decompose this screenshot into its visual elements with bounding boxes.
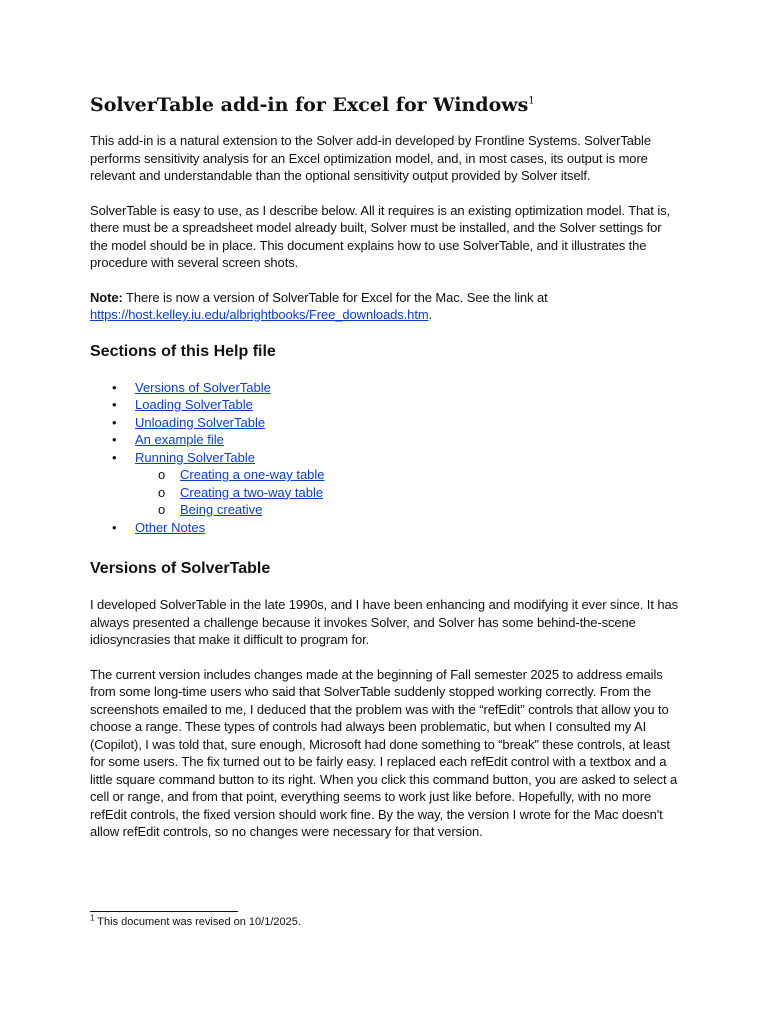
toc-item — [90, 396, 682, 414]
mac-note-paragraph — [90, 289, 682, 324]
toc-item — [90, 379, 682, 397]
toc-link-example[interactable]: An example file — [135, 432, 224, 447]
note-text: There is now a version of SolverTable for Excel for the Mac. See the link at — [122, 289, 548, 305]
sub-bullet: o — [158, 484, 166, 500]
free-downloads-link[interactable]: https://host.kelley.iu.edu/albrightbooks/Free_downloads.htm — [90, 307, 429, 322]
footnote-separator — [90, 911, 238, 912]
document-body — [90, 92, 682, 858]
toc-link-creative[interactable]: Being creative — [180, 502, 263, 517]
intro-paragraph-1: This add-in is a natural extension to the Solver add-in developed by Frontline Systems. SolverTable performs sensitivity analysis for an Excel optimization model, and, in most cases, its output is more relevant and understandable than the optional sensitivity output provided by Solver itself. — [90, 133, 651, 183]
sub-bullet: o — [158, 467, 166, 482]
title-footnote-mark: 1 — [528, 95, 535, 107]
toc-link-other-notes[interactable]: Other Notes — [135, 519, 206, 535]
note-end: . — [428, 307, 433, 322]
note-label: Note: — [90, 289, 123, 305]
sections-heading: Sections of this Help file — [90, 342, 276, 360]
bullet: • — [112, 397, 117, 412]
bullet: • — [112, 379, 117, 395]
toc-item — [90, 414, 682, 432]
versions-paragraph-2: The current version includes changes made at the beginning of Fall semester 2025 to address emails from some long-time users who said that SolverTable suddenly stopped working correctly. From the screenshots emailed to me, I deduced that the problem was with the “refEdit” controls that allow you to choose a range. These types of controls had always been problematic, but when I consulted my AI (Copilot), I was told that, sure enough, Microsoft had done something to “break” these controls, at least for some users. The fix turned out to be fairly easy. I replaced each refEdit control with a textbox and a little square command button to its right. When you click this command button, you are asked to select a cell or range, and from that point, everything seems to work just like before. Hopefully, with no more refEdit controls, the fixed version should work fine. By the way, the version I wrote for the Mac doesn't allow refEdit controls, so no changes were necessary for that version. — [90, 666, 678, 839]
toc-link-running[interactable]: Running SolverTable — [135, 449, 255, 465]
title-text: SolverTable add-in for Excel for Windows — [90, 94, 529, 116]
versions-heading: Versions of SolverTable — [90, 560, 271, 577]
bullet: • — [112, 432, 117, 447]
toc-subitem — [90, 501, 682, 519]
intro-paragraph-2: SolverTable is easy to use, as I describe below. All it requires is an existing optimization model. That is, there must be a spreadsheet model already built, Solver must be installed, and the Solver settings for the model should be in place. This document explains how to use SolverTable, and it illustrates the procedure with several screen shots. — [90, 202, 671, 270]
footnote — [90, 915, 301, 929]
toc-subitem — [90, 484, 682, 502]
toc-item — [90, 431, 682, 449]
bullet: • — [112, 519, 117, 535]
versions-paragraph-1: I developed SolverTable in the late 1990s, and I have been enhancing and modifying it ever since. It has always presented a challenge because it invokes Solver, and Solver has some behind-the-scene idiosyncrasies that make it difficult to program for. — [90, 597, 679, 647]
toc-link-versions[interactable]: Versions of SolverTable — [135, 379, 271, 395]
toc-link-two-way[interactable]: Creating a two-way table — [180, 484, 324, 500]
toc-item — [90, 449, 682, 467]
help-sections-list — [90, 379, 682, 537]
bullet: • — [112, 414, 117, 430]
footnote-text: This document was revised on 10/1/2025. — [94, 916, 301, 928]
toc-subitem — [90, 466, 682, 484]
toc-item — [90, 519, 682, 537]
bullet: • — [112, 449, 117, 465]
footnote-mark: 1 — [90, 913, 95, 923]
toc-link-loading[interactable]: Loading SolverTable — [135, 397, 253, 412]
toc-link-one-way[interactable]: Creating a one-way table — [180, 467, 325, 482]
document-title — [90, 92, 682, 118]
sub-bullet: o — [158, 502, 166, 517]
toc-link-unloading[interactable]: Unloading SolverTable — [135, 414, 266, 430]
